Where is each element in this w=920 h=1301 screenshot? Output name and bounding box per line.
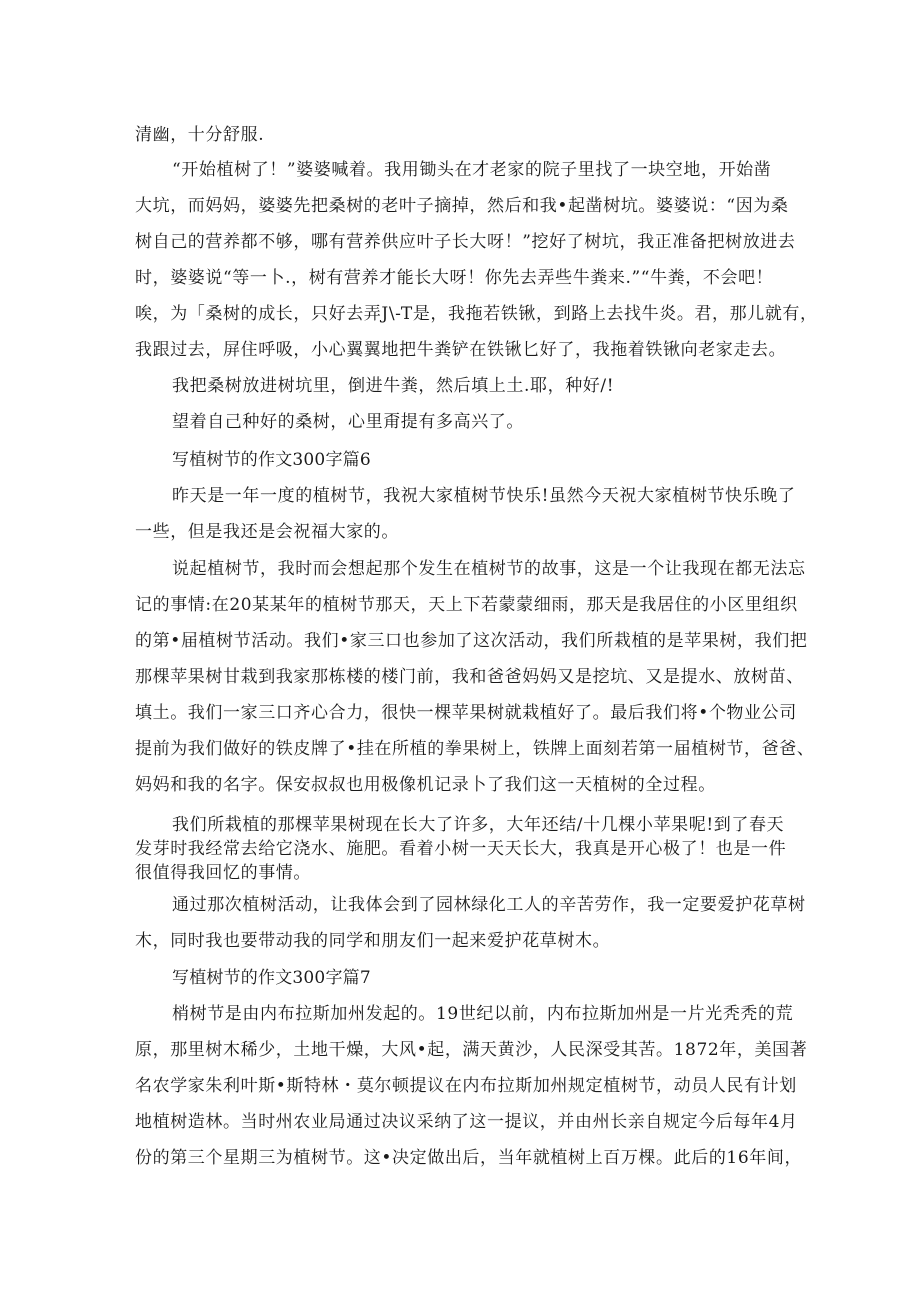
text-line: 望着自己种好的桑树，心里甭提有多高兴了。 [172,412,524,432]
text-line: 大坑，而妈妈，婆婆先把桑树的老叶子摘掉，然后和我•起凿树坑。婆婆说：“因为桑 [135,196,789,216]
text-line: 原，那里树木稀少，土地干燥，大风•起，满天黄沙，人民深受其苦。1872年，美国著 [135,1040,808,1060]
text-line: 时，婆婆说“等一卜.，树有营养才能长大呀！你先去弄些牛粪来.”“牛粪，不会吧！ [135,268,774,288]
text-line: 份的第三个星期三为植树节。这•决定做出后，当年就植树上百万棵。此后的16年间， [135,1148,803,1168]
text-line: 木，同时我也要带动我的同学和朋友们一起来爱护花草树木。 [135,931,611,951]
text-line: 的第•届植树节活动。我们•家三口也参加了这次活动，我们所栽植的是苹果树，我们把 [135,631,808,651]
text-line: 地植树造林。当时州农业局通过决议采纳了这一提议，并由州长亲自规定今后每年4月 [135,1112,798,1132]
text-line: 很值得我回忆的事情。 [135,863,311,883]
text-line: 树自己的营养都不够，哪有营养供应叶子长大呀！”挖好了树坑，我正准备把树放进去 [135,232,796,252]
text-line: 一些，但是我还是会祝福大家的。 [135,522,399,542]
text-line: 通过那次植树活动，让我体会到了园林绿化工人的辛苦劳作，我一定要爱护花草树 [172,895,806,915]
text-line: 说起植树节，我时而会想起那个发生在植树节的故事，这是一个让我现在都无法忘 [172,559,806,579]
section-heading: 写植树节的作文300字篇6 [172,450,371,470]
text-line: 我跟过去，屏住呼吸，小心翼翼地把牛粪铲在铁锹匕好了，我拖着铁锹向老家走去。 [135,340,787,360]
text-line: 名农学家朱利叶斯•斯特林・莫尔顿提议在内布拉斯加州规定植树节，动员人民有计划 [135,1076,797,1096]
text-line: 我们所栽植的那棵苹果树现在长大了许多，大年还结/十几棵小苹果呢!到了春天 [172,815,785,835]
text-line: 记的事情:在20某某年的植树节那天，天上下若蒙蒙细雨，那天是我居住的小区里组织 [135,595,798,615]
text-line: 发芽时我经常去给它浇水、施肥。看着小树一天天长大，我真是开心极了！也是一件 [135,839,787,859]
text-line: “开始植树了！”婆婆喊着。我用锄头在才老家的院子里找了一块空地，开始凿 [172,160,772,180]
text-line: 提前为我们做好的铁皮牌了•挂在所植的拳果树上，铁牌上面刻若第一届植树节，爸爸、 [135,739,815,759]
text-line: 填土。我们一家三口齐心合力，很快一棵苹果树就栽植好了。最后我们将•个物业公司 [135,703,797,723]
text-line: 昨天是一年一度的植树节，我祝大家植树节快乐!虽然今天祝大家植树节快乐晚了 [172,486,796,506]
text-line: 那棵苹果树甘栽到我家那栋楼的楼门前，我和爸爸妈妈又是挖坑、又是提水、放树苗、 [135,667,804,687]
text-line: 我把桑树放进树坑里，倒进牛粪，然后填上土.耶，种好/! [172,376,615,396]
text-line: 清幽，十分舒服. [135,125,265,145]
section-heading: 写植树节的作文300字篇7 [172,968,371,988]
text-line: 梢树节是由内布拉斯加州发起的。19世纪以前，内布拉斯加州是一片光秃秃的荒 [172,1004,794,1024]
text-line: 唉，为「桑树的成长，只好去弄J\-T是，我拖若铁锹，到路上去找牛炎。君，那儿就有， [135,304,818,324]
text-line: 妈妈和我的名字。保安叔叔也用极像机记录卜了我们这一天植树的全过程。 [135,775,716,795]
